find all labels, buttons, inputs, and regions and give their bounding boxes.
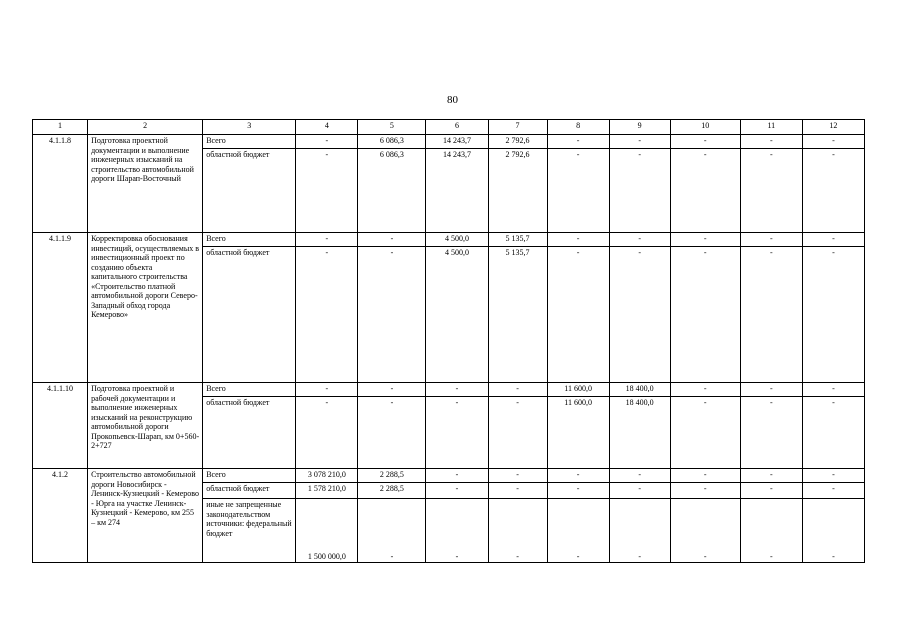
value-cell: -	[670, 397, 740, 469]
value-cell: -	[740, 383, 802, 397]
header-cell: 7	[488, 120, 547, 135]
funding-source: областной бюджет	[203, 483, 296, 499]
value-cell: -	[670, 135, 740, 149]
value-cell: 2 792,6	[488, 135, 547, 149]
header-cell: 3	[203, 120, 296, 135]
value-cell: 1 578 210,0	[296, 483, 358, 499]
table-row	[33, 383, 865, 397]
value-cell: -	[802, 469, 864, 483]
header-cell: 1	[33, 120, 88, 135]
row-code: 4.1.2	[33, 469, 88, 563]
header-cell: 11	[740, 120, 802, 135]
value-cell: 11 600,0	[547, 397, 609, 469]
funding-source: иные не запрещенные законодательством источники: федеральный бюджет	[203, 499, 296, 563]
value-cell: -	[358, 383, 426, 397]
funding-source: Всего	[203, 383, 296, 397]
row-name: Подготовка проектной и рабочей документации и выполнение инженерных изысканий на реконструкцию автомобильной дороги Прокопьевск-Шарап, км 0+560-2+727	[88, 383, 203, 469]
value-cell: -	[488, 483, 547, 499]
value-cell: 1 500 000,0	[296, 499, 358, 563]
value-cell: 3 078 210,0	[296, 469, 358, 483]
value-cell: -	[296, 383, 358, 397]
value-cell: -	[296, 149, 358, 233]
budget-table	[32, 119, 865, 563]
value-cell: -	[802, 383, 864, 397]
value-cell: -	[740, 499, 802, 563]
value-cell: -	[802, 135, 864, 149]
value-cell: -	[802, 149, 864, 233]
value-cell: -	[547, 483, 609, 499]
value-cell: -	[547, 247, 609, 383]
value-cell: 2 792,6	[488, 149, 547, 233]
value-cell: -	[296, 135, 358, 149]
value-cell: -	[488, 397, 547, 469]
value-cell: 14 243,7	[426, 149, 488, 233]
funding-source: областной бюджет	[203, 247, 296, 383]
value-cell: -	[547, 233, 609, 247]
funding-source: Всего	[203, 233, 296, 247]
value-cell: -	[609, 149, 670, 233]
value-cell: -	[488, 383, 547, 397]
value-cell: 4 500,0	[426, 233, 488, 247]
row-code: 4.1.1.8	[33, 135, 88, 233]
value-cell: 2 288,5	[358, 469, 426, 483]
value-cell: -	[609, 483, 670, 499]
header-cell: 6	[426, 120, 488, 135]
value-cell: 11 600,0	[547, 383, 609, 397]
value-cell: -	[670, 233, 740, 247]
value-cell: -	[670, 499, 740, 563]
funding-source: областной бюджет	[203, 149, 296, 233]
value-cell: -	[609, 247, 670, 383]
value-cell: -	[426, 383, 488, 397]
value-cell: -	[547, 499, 609, 563]
value-cell: -	[488, 499, 547, 563]
value-cell: 14 243,7	[426, 135, 488, 149]
header-cell: 5	[358, 120, 426, 135]
header-cell: 10	[670, 120, 740, 135]
value-cell: -	[426, 397, 488, 469]
value-cell: -	[358, 233, 426, 247]
value-cell: 4 500,0	[426, 247, 488, 383]
value-cell: -	[802, 499, 864, 563]
row-name: Подготовка проектной документации и выполнение инженерных изысканий на строительство автомобильной дороги Шарап-Восточный	[88, 135, 203, 233]
value-cell: -	[547, 149, 609, 233]
value-cell: -	[670, 469, 740, 483]
header-cell: 8	[547, 120, 609, 135]
value-cell: -	[547, 135, 609, 149]
header-cell: 9	[609, 120, 670, 135]
value-cell: -	[802, 483, 864, 499]
value-cell: -	[547, 469, 609, 483]
funding-source: Всего	[203, 469, 296, 483]
value-cell: -	[609, 233, 670, 247]
value-cell: -	[609, 469, 670, 483]
value-cell: -	[488, 469, 547, 483]
row-code: 4.1.1.10	[33, 383, 88, 469]
value-cell: -	[426, 469, 488, 483]
value-cell: -	[609, 135, 670, 149]
value-cell: 18 400,0	[609, 383, 670, 397]
table-row	[33, 469, 865, 483]
value-cell: -	[740, 233, 802, 247]
value-cell: -	[802, 247, 864, 383]
row-name: Корректировка обоснования инвестиций, осуществляемых в инвестиционный проект по созданию объекта капитального строительства «Строительство платной автомобильной дороги Северо-Западный обход города Кемерово»	[88, 233, 203, 383]
value-cell: -	[358, 499, 426, 563]
value-cell: -	[670, 149, 740, 233]
page-number: 80	[447, 94, 458, 106]
value-cell: -	[740, 469, 802, 483]
funding-source: областной бюджет	[203, 397, 296, 469]
funding-source: Всего	[203, 135, 296, 149]
value-cell: 6 086,3	[358, 135, 426, 149]
value-cell: -	[296, 233, 358, 247]
header-cell: 4	[296, 120, 358, 135]
row-name: Строительство автомобильной дороги Новосибирск - Ленинск-Кузнецкий - Кемерово - Юрга на участке Ленинск-Кузнецкий - Кемерово, км 255 – км 274	[88, 469, 203, 563]
value-cell: -	[426, 483, 488, 499]
value-cell: -	[740, 135, 802, 149]
value-cell: 18 400,0	[609, 397, 670, 469]
value-cell: -	[296, 397, 358, 469]
row-code: 4.1.1.9	[33, 233, 88, 383]
header-row	[33, 120, 865, 135]
value-cell: 2 288,5	[358, 483, 426, 499]
value-cell: -	[670, 483, 740, 499]
value-cell: -	[802, 397, 864, 469]
value-cell: 6 086,3	[358, 149, 426, 233]
value-cell: 5 135,7	[488, 233, 547, 247]
value-cell: -	[670, 247, 740, 383]
value-cell: -	[740, 149, 802, 233]
value-cell: -	[358, 397, 426, 469]
value-cell: -	[802, 233, 864, 247]
value-cell: -	[296, 247, 358, 383]
value-cell: -	[740, 397, 802, 469]
header-cell: 12	[802, 120, 864, 135]
value-cell: 5 135,7	[488, 247, 547, 383]
table-row	[33, 233, 865, 247]
table-row	[33, 135, 865, 149]
value-cell: -	[670, 383, 740, 397]
header-cell: 2	[88, 120, 203, 135]
value-cell: -	[740, 483, 802, 499]
value-cell: -	[426, 499, 488, 563]
value-cell: -	[358, 247, 426, 383]
value-cell: -	[609, 499, 670, 563]
value-cell: -	[740, 247, 802, 383]
